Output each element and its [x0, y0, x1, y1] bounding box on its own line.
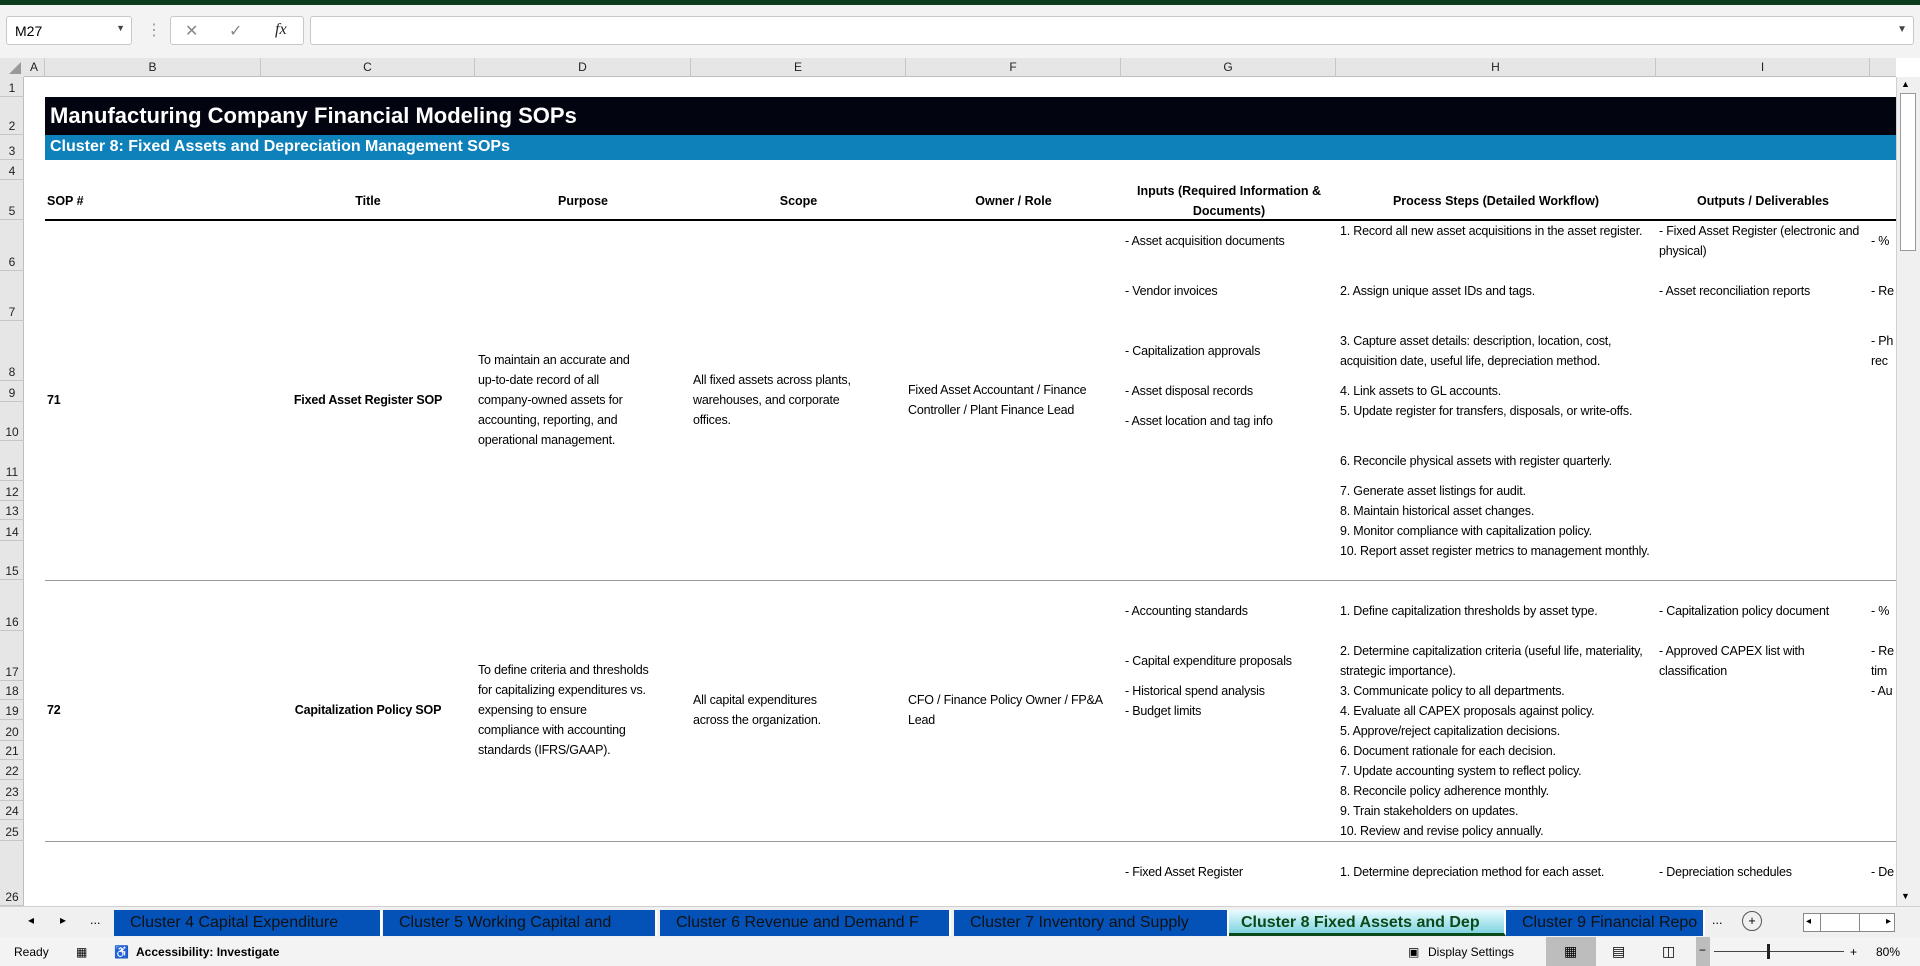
column-headers	[0, 58, 1896, 77]
chevron-down-icon[interactable]: ▼	[116, 23, 125, 33]
sheet-tab-cluster-5[interactable]: Cluster 5 Working Capital and	[383, 910, 657, 936]
row-header-9[interactable]: 9	[0, 381, 24, 402]
sop-owner: Fixed Asset Accountant / Finance Controller / Plant Finance Lead	[908, 383, 1087, 417]
input-item: - Fixed Asset Register	[1125, 865, 1243, 879]
zoom-in-icon[interactable]: +	[1850, 945, 1858, 959]
output-item: - Capitalization policy document	[1659, 604, 1830, 618]
column-header-f[interactable]: F	[906, 58, 1121, 77]
clipped-cell: - Re	[1871, 284, 1894, 298]
sheet-tabs-bar	[0, 906, 1920, 937]
input-item: - Asset disposal records	[1125, 384, 1253, 398]
horizontal-scrollbar[interactable]	[1803, 913, 1895, 932]
input-item: - Capitalization approvals	[1125, 344, 1261, 358]
page-layout-view-icon[interactable]: ▤	[1612, 943, 1626, 959]
accessibility-status[interactable]: Accessibility: Investigate	[136, 945, 280, 959]
column-header-c[interactable]: C	[261, 58, 475, 77]
normal-view-button[interactable]	[1546, 937, 1596, 966]
row-header-23[interactable]: 23	[0, 780, 24, 801]
input-item: - Capital expenditure proposals	[1125, 654, 1292, 668]
input-item: - Accounting standards	[1125, 604, 1248, 618]
sop-owner: CFO / Finance Policy Owner / FP&A Lead	[908, 693, 1103, 727]
header-purpose: Purpose	[557, 194, 608, 208]
process-step: 6. Document rationale for each decision.	[1340, 744, 1556, 758]
row-header-10[interactable]: 10	[0, 402, 24, 441]
scroll-right-icon[interactable]: ▸	[1885, 916, 1891, 927]
process-step: 5. Update register for transfers, disposals, or write-offs.	[1340, 404, 1633, 418]
display-settings-icon: ▣	[1408, 945, 1420, 959]
more-icon: ⋮	[146, 22, 162, 39]
column-header-b[interactable]: B	[45, 58, 261, 77]
row-header-1[interactable]: 1	[0, 77, 24, 97]
accessibility-icon: ♿	[114, 945, 129, 959]
process-step: 3. Capture asset details: description, location, cost, acquisition date, useful life, depreciation method.	[1340, 334, 1612, 368]
sop-scope: All capital expenditures across the organization.	[693, 693, 821, 727]
process-step: 9. Train stakeholders on updates.	[1340, 804, 1519, 818]
status-bar	[0, 937, 1920, 966]
more-sheets-left[interactable]: ...	[90, 913, 101, 927]
sop-title: Capitalization Policy SOP	[294, 703, 442, 717]
row-header-5[interactable]: 5	[0, 180, 24, 220]
expand-formula-icon[interactable]: ▼	[1897, 24, 1907, 35]
process-step: 1. Record all new asset acquisitions in the asset register.	[1340, 224, 1643, 238]
row-header-7[interactable]: 7	[0, 271, 24, 321]
zoom-slider[interactable]	[1714, 951, 1844, 952]
sop-purpose: To maintain an accurate and up-to-date record of all company-owned assets for accounting, reporting, and operational management.	[478, 353, 630, 447]
process-step: 4. Link assets to GL accounts.	[1340, 384, 1501, 398]
input-item: - Historical spend analysis	[1125, 684, 1265, 698]
row-header-16[interactable]: 16	[0, 580, 24, 631]
input-item: - Asset location and tag info	[1125, 414, 1273, 428]
next-sheet-icon[interactable]: ▸	[60, 913, 67, 927]
process-step: 1. Determine depreciation method for each asset.	[1340, 865, 1605, 879]
process-step: 4. Evaluate all CAPEX proposals against policy.	[1340, 704, 1595, 718]
sop-number: 72	[47, 703, 61, 717]
sop-title: Fixed Asset Register SOP	[293, 393, 443, 407]
row-header-3[interactable]: 3	[0, 135, 24, 160]
column-header-i[interactable]: I	[1656, 58, 1870, 77]
row-header-14[interactable]: 14	[0, 520, 24, 541]
scroll-thumb[interactable]	[1900, 93, 1916, 251]
header-title: Title	[355, 194, 381, 208]
process-step: 7. Generate asset listings for audit.	[1340, 484, 1526, 498]
header-outputs: Outputs / Deliverables	[1697, 194, 1829, 208]
row-header-2[interactable]: 2	[0, 97, 24, 135]
column-header-e[interactable]: E	[691, 58, 906, 77]
input-item: - Vendor invoices	[1125, 284, 1218, 298]
output-item: - Fixed Asset Register (electronic and physical)	[1659, 224, 1860, 258]
header-inputs: Inputs (Required Information & Documents)	[1136, 184, 1322, 218]
vertical-scrollbar[interactable]	[1896, 77, 1920, 906]
column-header-d[interactable]: D	[475, 58, 691, 77]
row-header-26[interactable]: 26	[0, 841, 24, 906]
input-item: - Asset acquisition documents	[1125, 234, 1285, 248]
sheet-subtitle: Cluster 8: Fixed Assets and Depreciation Management SOPs	[45, 135, 1896, 160]
page-break-view-icon[interactable]: ◫	[1662, 943, 1676, 959]
process-step: 5. Approve/reject capitalization decisions.	[1340, 724, 1561, 738]
output-item: - Approved CAPEX list with classification	[1659, 644, 1805, 678]
header-divider	[45, 219, 1896, 221]
column-header-a[interactable]: A	[24, 58, 45, 77]
process-step: 8. Reconcile policy adherence monthly.	[1340, 784, 1549, 798]
cancel-icon[interactable]: ✕	[185, 23, 199, 40]
row-header-8[interactable]: 8	[0, 321, 24, 381]
process-step: 1. Define capitalization thresholds by asset type.	[1340, 604, 1598, 618]
process-step: 10. Report asset register metrics to management monthly.	[1340, 544, 1650, 558]
clipped-cell: - Au	[1871, 684, 1893, 698]
scroll-left-icon[interactable]: ◂	[1806, 916, 1812, 927]
macro-icon[interactable]: ▦	[76, 945, 88, 959]
grid-icon: ▦	[1564, 943, 1578, 959]
zoom-out-button[interactable]	[1696, 937, 1710, 966]
row-header-18[interactable]: 18	[0, 681, 24, 700]
header-sop-number: SOP #	[47, 194, 84, 208]
row-divider	[45, 580, 1896, 581]
row-header-21[interactable]: 21	[0, 741, 24, 760]
prev-sheet-icon[interactable]: ◂	[28, 913, 35, 927]
sheet-title: Manufacturing Company Financial Modeling SOPs	[45, 97, 1896, 135]
process-step: 2. Determine capitalization criteria (useful life, materiality, strategic importance).	[1340, 644, 1643, 678]
row-header-4[interactable]: 4	[0, 160, 24, 180]
process-step: 2. Assign unique asset IDs and tags.	[1340, 284, 1536, 298]
row-header-20[interactable]: 20	[0, 720, 24, 741]
sheet-tab-cluster-8[interactable]: Cluster 8 Fixed Assets and Dep	[1229, 910, 1506, 936]
clipped-cell: - %	[1871, 234, 1890, 248]
scroll-down-icon[interactable]: ▼	[1901, 891, 1910, 901]
clipped-cell: - De	[1871, 865, 1894, 879]
header-process-steps: Process Steps (Detailed Workflow)	[1392, 194, 1600, 208]
formula-input[interactable]	[310, 16, 1914, 45]
process-step: 3. Communicate policy to all departments.	[1340, 684, 1565, 698]
enter-icon[interactable]: ✓	[229, 23, 243, 40]
zoom-slider-thumb[interactable]	[1767, 944, 1770, 959]
row-header-22[interactable]: 22	[0, 760, 24, 780]
row-header-25[interactable]: 25	[0, 820, 24, 841]
process-step: 8. Maintain historical asset changes.	[1340, 504, 1535, 518]
header-owner: Owner / Role	[975, 194, 1052, 208]
minus-icon: −	[1699, 943, 1707, 957]
process-step: 6. Reconcile physical assets with register quarterly.	[1340, 454, 1612, 468]
h-scroll-thumb[interactable]	[1820, 914, 1860, 931]
output-item: - Asset reconciliation reports	[1659, 284, 1811, 298]
header-scope: Scope	[779, 194, 818, 208]
clipped-cell: - Re tim	[1871, 644, 1894, 678]
display-settings-button[interactable]: Display Settings	[1428, 945, 1515, 959]
sop-number: 71	[47, 393, 61, 407]
sheet-tab-cluster-4[interactable]: Cluster 4 Capital Expenditure	[114, 910, 382, 936]
zoom-level[interactable]: 80%	[1876, 945, 1901, 959]
clipped-cell: - %	[1871, 604, 1890, 618]
clipped-cell: - Ph rec	[1871, 334, 1894, 368]
row-header-24[interactable]: 24	[0, 801, 24, 820]
sheet-tab-cluster-7[interactable]: Cluster 7 Inventory and Supply	[954, 910, 1229, 936]
insert-function-icon[interactable]: fx	[275, 21, 287, 38]
add-sheet-icon[interactable]: +	[1742, 911, 1762, 931]
column-header-h[interactable]: H	[1336, 58, 1656, 77]
row-header-15[interactable]: 15	[0, 541, 24, 580]
row-header-12[interactable]: 12	[0, 481, 24, 501]
cell-reference: M27	[15, 23, 43, 39]
sop-scope: All fixed assets across plants, warehouses, and corporate offices.	[693, 373, 851, 427]
sheet-tab-cluster-6[interactable]: Cluster 6 Revenue and Demand F	[660, 910, 951, 936]
output-item: - Depreciation schedules	[1659, 865, 1792, 879]
sheet-tab-cluster-9[interactable]: Cluster 9 Financial Repo	[1506, 910, 1705, 936]
row-header-6[interactable]: 6	[0, 220, 24, 271]
process-step: 9. Monitor compliance with capitalization policy.	[1340, 524, 1592, 538]
row-divider	[45, 841, 1896, 842]
sop-purpose: To define criteria and thresholds for capitalizing expenditures vs. expensing to ensure compliance with accounting standards (IFRS/GAAP).	[478, 663, 649, 757]
column-header-g[interactable]: G	[1121, 58, 1336, 77]
row-header-13[interactable]: 13	[0, 501, 24, 520]
row-header-11[interactable]: 11	[0, 441, 24, 481]
process-step: 7. Update accounting system to reflect policy.	[1340, 764, 1582, 778]
formula-buttons	[170, 16, 304, 45]
scroll-up-icon[interactable]: ▲	[1901, 79, 1910, 89]
select-all-button[interactable]	[0, 58, 24, 77]
row-headers	[0, 77, 24, 906]
row-header-19[interactable]: 19	[0, 700, 24, 720]
name-box[interactable]	[6, 16, 132, 45]
input-item: - Budget limits	[1125, 704, 1202, 718]
row-header-17[interactable]: 17	[0, 631, 24, 681]
more-sheets-right[interactable]: ...	[1712, 913, 1723, 927]
status-ready: Ready	[14, 945, 49, 959]
process-step: 10. Review and revise policy annually.	[1340, 824, 1544, 838]
